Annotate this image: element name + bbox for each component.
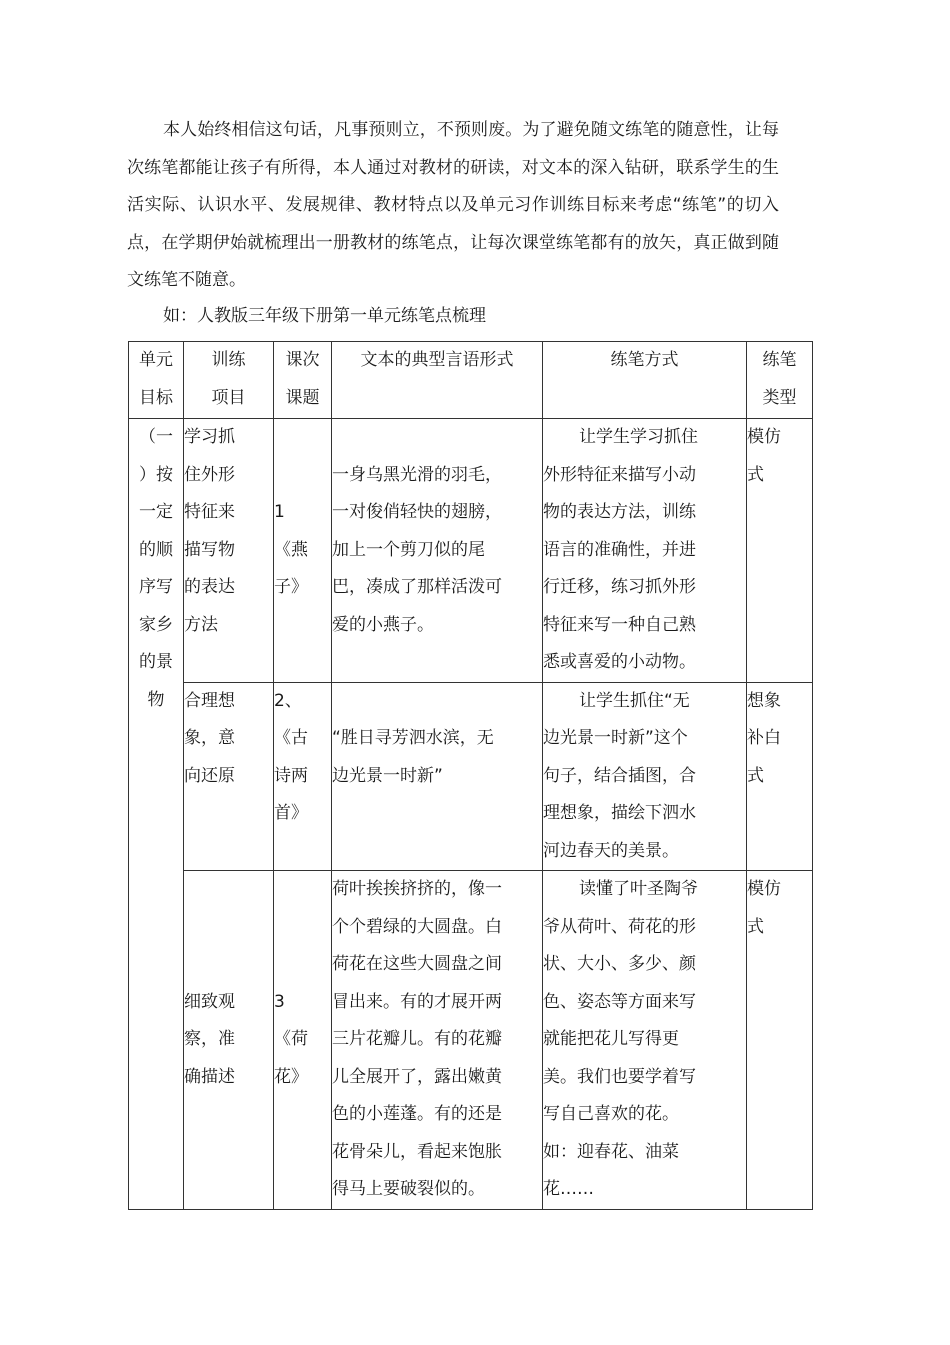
text-form-cell: 一身乌黑光滑的羽毛， 一对俊俏轻快的翅膀， 加上一个剪刀似的尾 巴，凑成了那样活泼可 爱的小燕子。 — [332, 419, 543, 683]
method-cell: 让学生抓住“无 边光景一时新”这个 句子，结合插图，合 理想象，描绘下泗水 河边春天的美景。 — [543, 682, 747, 871]
header-item: 训练 项目 — [184, 342, 274, 419]
unit-goal-cell: （一 ）按 一定 的顺 序写 家乡 的景 物 — [129, 419, 184, 1210]
table-caption: 如：人教版三年级下册第一单元练笔点梳理 — [163, 306, 486, 326]
training-item-cell: 细致观 察，准 确描述 — [184, 871, 274, 1210]
practice-plan-table — [128, 341, 813, 1210]
type-cell: 模仿 式 — [747, 419, 813, 683]
method-cell: 读懂了叶圣陶爷 爷从荷叶、荷花的形 状、大小、多少、颜 色、姿态等方面来写 就能把花儿写得更 美。我们也要学着写 写自己喜欢的花。 如：迎春花、油菜 花…… — [543, 871, 747, 1210]
intro-paragraph: 本人始终相信这句话，凡事预则立，不预则废。为了避免随文练笔的随意性，让每次练笔都能让孩子有所得，本人通过对教材的研读，对文本的深入钻研，联系学生的生活实际、认识水平、发展规律、教材特点以及单元习作训练目标来考虑“练笔”的切入点，在学期伊始就梳理出一册教材的练笔点，让每次课堂练笔都有的放矢，真正做到随文练笔不随意。 — [127, 120, 779, 290]
method-cell: 让学生学习抓住 外形特征来描写小动 物的表达方法，训练 语言的准确性，并进 行迁移，练习抓外形 特征来写一种自己熟 悉或喜爱的小动物。 — [543, 419, 747, 683]
text-form-cell: “胜日寻芳泗水滨，无 边光景一时新” — [332, 682, 543, 871]
header-lesson: 课次 课题 — [274, 342, 332, 419]
header-text: 文本的典型言语形式 — [332, 342, 543, 419]
lesson-cell: 1 《燕 子》 — [274, 419, 332, 683]
table-row — [129, 871, 813, 1210]
text-form-cell: 荷叶挨挨挤挤的，像一 个个碧绿的大圆盘。白 荷花在这些大圆盘之间 冒出来。有的才展开两 三片花瓣儿。有的花瓣 儿全展开了，露出嫩黄 色的小莲蓬。有的还是 花骨朵儿，看起来饱胀 得马上要破裂似的。 — [332, 871, 543, 1210]
header-type: 练笔 类型 — [747, 342, 813, 419]
training-item-cell: 合理想 象，意 向还原 — [184, 682, 274, 871]
header-method: 练笔方式 — [543, 342, 747, 419]
table-header-row — [129, 342, 813, 419]
header-unit: 单元 目标 — [129, 342, 184, 419]
training-item-cell: 学习抓 住外形 特征来 描写物 的表达 方法 — [184, 419, 274, 683]
table-row — [129, 682, 813, 871]
type-cell: 模仿 式 — [747, 871, 813, 1210]
type-cell: 想象 补白 式 — [747, 682, 813, 871]
lesson-cell: 2、 《古 诗两 首》 — [274, 682, 332, 871]
table-row — [129, 419, 813, 683]
lesson-cell: 3 《荷 花》 — [274, 871, 332, 1210]
